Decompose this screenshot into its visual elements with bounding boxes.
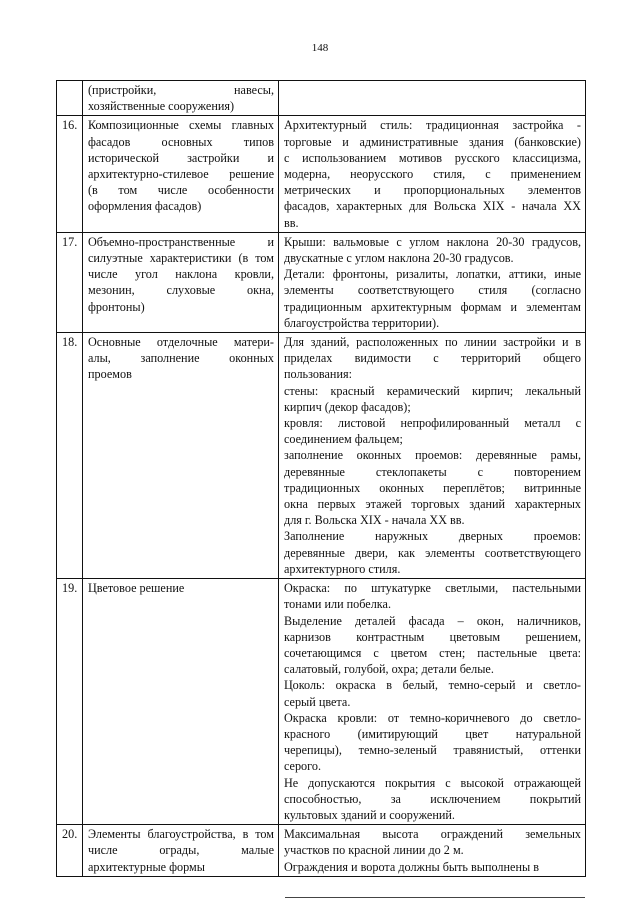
- parameter-name: [83, 116, 279, 232]
- regulations-table: [56, 80, 586, 877]
- description-paragraph: [284, 710, 581, 775]
- description-line: для г. Вольска XIX - начала XX вв.: [284, 513, 465, 528]
- description-line: с использованием мотивов русского классицизма,: [284, 150, 581, 165]
- description-line: соединением фальцем;: [284, 432, 403, 447]
- description-paragraph: [284, 447, 581, 528]
- table-row: [57, 333, 586, 579]
- description-paragraph: [284, 775, 581, 824]
- parameter-name-line: (в том числе особенности: [88, 183, 274, 198]
- description-line: кровля: листовой непрофилированный металл с: [284, 416, 581, 431]
- parameter-name-line: Элементы благоустройства, в том: [88, 827, 274, 842]
- description-line: серого.: [284, 759, 321, 774]
- description-line: [284, 82, 581, 98]
- description-line: метрических и пропорциональных элементов: [284, 183, 581, 198]
- description-line: благоустройства территории).: [284, 315, 440, 330]
- description-line: салатовый, голубой, охра; детали белые.: [284, 662, 494, 677]
- page-bottom-rule: [285, 897, 585, 898]
- parameter-name-line: Композиционные схемы главных: [88, 118, 274, 133]
- description-line: фасадов, характерных для Вольска XIX - начала XX: [284, 199, 581, 214]
- description-line: Окраска: по штукатурке светлыми, пастельными: [284, 581, 581, 596]
- parameter-name-line: Основные отделочные матери-: [88, 335, 274, 350]
- parameter-name-line: фасадов основных типов: [88, 134, 274, 149]
- description-line: деревянные стеклопакеты с повторением: [284, 464, 581, 479]
- description-line: Выделение деталей фасада – окон, наличников,: [284, 613, 581, 628]
- description-line: элементы соответствующего стиля (согласно: [284, 283, 581, 298]
- parameter-description: [279, 333, 586, 579]
- parameter-description: [279, 81, 586, 116]
- description-line: пользования:: [284, 367, 352, 382]
- parameter-name-line: архитектурные формы: [88, 859, 205, 874]
- parameter-name: [83, 825, 279, 877]
- description-line: Заполнение наружных дверных проемов:: [284, 529, 581, 544]
- parameter-name-line: проемов: [88, 367, 132, 382]
- parameter-name-line: Цветовое решение: [88, 581, 185, 596]
- description-line: заполнение оконных проемов: деревянные рамы,: [284, 448, 581, 463]
- description-line: сочетающимся с цветом стен; пастельные цвета:: [284, 645, 581, 660]
- description-paragraph: [284, 677, 581, 709]
- parameter-name-line: числе ограды, малые: [88, 843, 274, 858]
- description-line: серый цвета.: [284, 694, 351, 709]
- description-paragraph: [284, 415, 581, 447]
- description-paragraph: [284, 580, 581, 612]
- description-line: приделах видимости с территорий общего: [284, 351, 581, 366]
- parameter-name: [83, 81, 279, 116]
- description-line: деревянные двери, как элементы соответствующего: [284, 545, 581, 560]
- table-row: [57, 825, 586, 877]
- description-line: Ограждения и ворота должны быть выполнены в: [284, 859, 539, 874]
- description-line: модерна, неорусского стиля, с применением: [284, 167, 581, 182]
- description-line: карнизов контрастным цветовым решением,: [284, 629, 581, 644]
- parameter-description: [279, 579, 586, 825]
- description-paragraph: [284, 859, 581, 875]
- parameter-name-line: оформления фасадов): [88, 199, 202, 214]
- description-line: Не допускаются покрытия с высокой отражающей: [284, 775, 581, 790]
- description-line: вв.: [284, 215, 299, 230]
- parameter-name: [83, 232, 279, 332]
- table-row: [57, 579, 586, 825]
- table-body: [57, 81, 586, 877]
- description-line: способностью, за исключением покрытий: [284, 791, 581, 806]
- description-line: Детали: фронтоны, ризалиты, лопатки, аттики, иные: [284, 267, 581, 282]
- row-number: 18.: [57, 333, 83, 579]
- description-line: Цоколь: окраска в белый, темно-серый и светло-: [284, 678, 581, 693]
- parameter-name-line: Объемно-пространственные и: [88, 234, 274, 249]
- description-line: Архитектурный стиль: традиционная застройка -: [284, 118, 581, 133]
- description-paragraph: [284, 234, 581, 266]
- row-number: 19.: [57, 579, 83, 825]
- row-number: [57, 81, 83, 116]
- description-paragraph: [284, 334, 581, 383]
- description-line: архитектурного стиля.: [284, 561, 401, 576]
- description-line: традиционным архитектурным формам и элементам: [284, 299, 581, 314]
- description-line: Окраска кровли: от темно-коричневого до светло-: [284, 710, 581, 725]
- description-line: двускатные с углом наклона 20-30 градусов.: [284, 251, 514, 266]
- row-number: 16.: [57, 116, 83, 232]
- parameter-name-line: алы, заполнение оконных: [88, 351, 274, 366]
- description-line: окна первых этажей торговых зданий характерных: [284, 497, 581, 512]
- description-line: традиционных оконных переплётов; витринные: [284, 480, 581, 495]
- table-row: [57, 232, 586, 332]
- description-paragraph: [284, 613, 581, 678]
- table-row: [57, 81, 586, 116]
- description-paragraph: [284, 383, 581, 415]
- description-line: Максимальная высота ограждений земельных: [284, 827, 581, 842]
- parameter-name-line: числе угол наклона кровли,: [88, 267, 274, 282]
- parameter-description: [279, 232, 586, 332]
- parameter-name: [83, 579, 279, 825]
- description-line: красного (имитирующий цвет натуральной: [284, 726, 581, 741]
- parameter-name-line: мезонин, слуховые окна,: [88, 283, 274, 298]
- description-line: торговые и административные здания (банковские): [284, 134, 581, 149]
- row-number: 20.: [57, 825, 83, 877]
- description-line: участков по красной линии до 2 м.: [284, 843, 464, 858]
- description-paragraph: [284, 82, 581, 98]
- description-line: Крыши: вальмовые с углом наклона 20-30 градусов,: [284, 234, 581, 249]
- description-line: Для зданий, расположенных по линии застройки и в: [284, 335, 581, 350]
- parameter-description: [279, 825, 586, 877]
- description-line: кирпич (декор фасадов);: [284, 399, 411, 414]
- parameter-name-line: хозяйственные сооружения): [88, 99, 235, 114]
- parameter-description: [279, 116, 586, 232]
- description-paragraph: [284, 117, 581, 230]
- description-line: стены: красный керамический кирпич; лекальный: [284, 383, 581, 398]
- description-line: черепицы), темно-зеленый травянистый, оттенки: [284, 743, 581, 758]
- page-number: 148: [311, 42, 329, 54]
- description-line: культовых зданий и сооружений.: [284, 807, 455, 822]
- row-number: 17.: [57, 232, 83, 332]
- parameter-name-line: архитектурно-стилевое решение: [88, 167, 274, 182]
- parameter-name-line: (пристройки, навесы,: [88, 83, 274, 97]
- parameter-name-line: фронтоны): [88, 299, 145, 314]
- description-paragraph: [284, 528, 581, 577]
- parameter-name-line: силуэтные характеристики (в том: [88, 251, 274, 266]
- description-line: тонами или побелка.: [284, 597, 391, 612]
- parameter-name: [83, 333, 279, 579]
- description-paragraph: [284, 266, 581, 331]
- table-row: [57, 116, 586, 232]
- description-paragraph: [284, 826, 581, 858]
- parameter-name-line: исторической застройки и: [88, 150, 274, 165]
